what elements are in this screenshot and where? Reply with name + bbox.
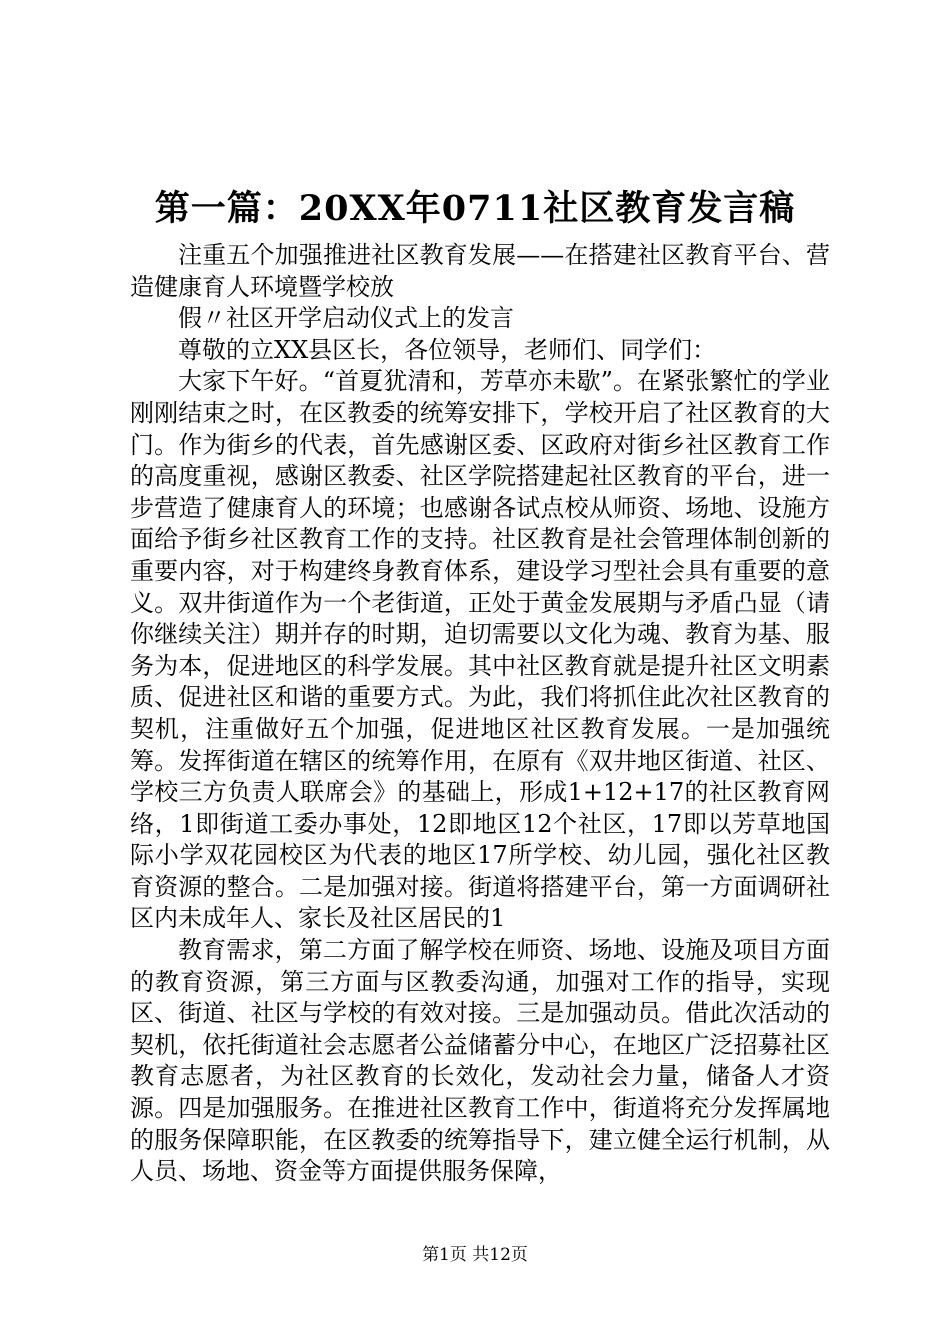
paragraph-salutation: 尊敬的立XX县区长，各位领导，老师们、同学们： <box>178 335 717 364</box>
page-footer: 第1页 共12页 <box>422 1245 528 1265</box>
paragraph-main: 大家下午好。“首夏犹清和，芳草亦未歇”。在紧张繁忙的学业刚刚结束之时，在区教委的统筹安排下，学校开启了社区教育的大门。作为街乡的代表，首先感谢区委、区政府对街乡社区教育工作的高度重视，感谢区教委、社区学院搭建起社区教育的平台，进一步营造了健康育人的环境；也感谢各试点校从师资、场地、设施方面给予街乡社区教育工作的支持。社区教育是社会管理体制创新的重要内容，对于构建终身教育体系，建设学习型社会具有重要的意义。双井街道作为一个老街道，正处于黄金发展期与矛盾凸显（请你继续关注）期并存的时期，迫切需要以文化为魂、教育为基、服务为本，促进地区的科学发展。其中社区教育就是提升社区文明素质、促进社区和谐的重要方式。为此，我们将抓住此次社区教育的契机，注重做好五个加强，促进地区社区教育发展。一是加强统筹。发挥街道在辖区的统筹作用，在原有《双井地区街道、社区、学校三方负责人联席会》的基础上，形成1+12+17的社区教育网络，1即街道工委办事处，12即地区12个社区，17即以芳草地国际小学双花园校区为代表的地区17所学校、幼儿园，强化社区教育资源的整合。二是加强对接。街道将搭建平台，第一方面调研社区内未成年人、家长及社区居民的1 <box>130 367 830 933</box>
document-body <box>130 240 830 1188</box>
paragraph-continued: 教育需求，第二方面了解学校在师资、场地、设施及项目方面的教育资源，第三方面与区教委沟通，加强对工作的指导，实现区、街道、社区与学校的有效对接。三是加强动员。借此次活动的契机，依托街道社会志愿者公益储蓄分中心，在地区广泛招募社区教育志愿者，为社区教育的长效化，发动社会力量，储备人才资源。四是加强服务。在推进社区教育工作中，街道将充分发挥属地的服务保障职能，在区教委的统筹指导下，建立健全运行机制，从人员、场地、资金等方面提供服务保障， <box>130 936 830 1186</box>
document-title: 第一篇：20XX年0711社区教育发言稿 <box>154 188 796 229</box>
paragraph-heading-line-2: 假〃社区开学启动仪式上的发言 <box>178 304 514 333</box>
paragraph-heading-line-1: 注重五个加强推进社区教育发展——在搭建社区教育平台、营造健康育人环境暨学校放 <box>130 241 830 301</box>
